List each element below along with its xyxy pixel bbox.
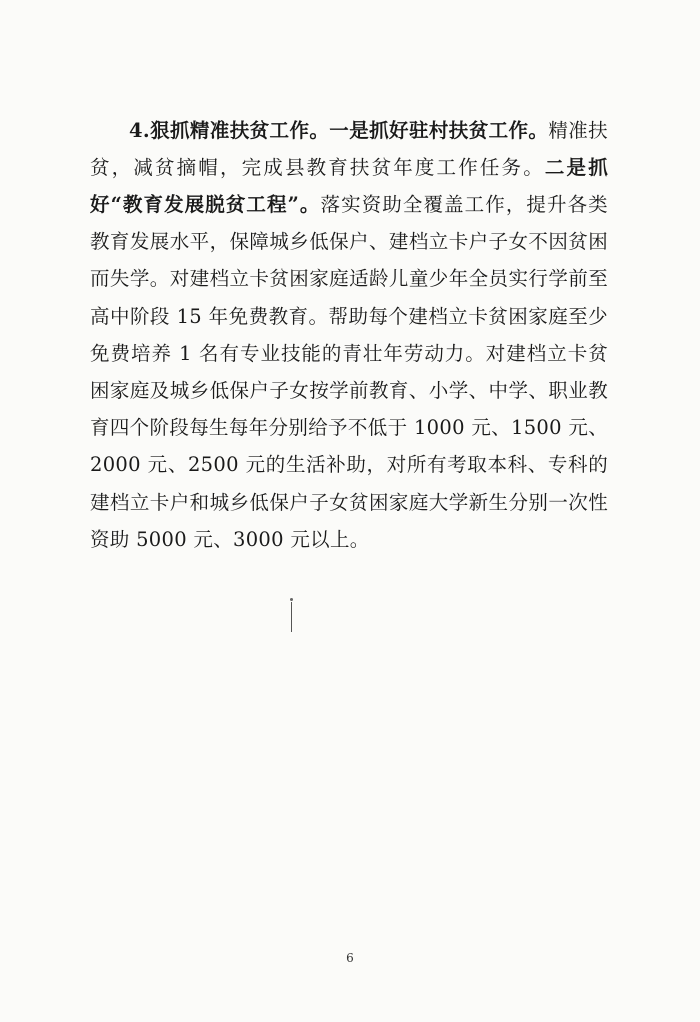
point-two-heading: 二是抓好“教育发展脱贫工程”。 bbox=[90, 155, 608, 216]
scan-artifact-mark bbox=[291, 602, 292, 632]
page-number: 6 bbox=[346, 951, 354, 965]
point-two-text: 落实资助全覆盖工作，提升各类教育发展水平，保障城乡低保户、建档立卡户子女不因贫困而失学。对建档立卡贫困家庭适龄儿童少年全员实行学前至高中阶段 15 年免费教育。帮助每个建档立卡贫困家庭至少免费培养 1 名有专业技能的青壮年劳动力。对建档立卡贫困家庭及城乡低保户子女按学前教育、小学、中学、职业教育四个阶段每生每年分别给予不低于 1000 元、1500 元、2000 元、2500 元的生活补助，对所有考取本科、专科的建档立卡户和城乡低保户子女贫困家庭大学新生分别一次性资助 5000 元、3000 元以上。 bbox=[90, 192, 608, 551]
body-paragraph bbox=[90, 112, 608, 558]
point-one-heading: 一是抓好驻村扶贫工作。 bbox=[329, 118, 549, 142]
point-one-text: 精准扶贫，减贫摘帽，完成县教育扶贫年度工作任务。 bbox=[90, 118, 608, 179]
section-heading: 4.狠抓精准扶贫工作。 bbox=[129, 118, 330, 142]
